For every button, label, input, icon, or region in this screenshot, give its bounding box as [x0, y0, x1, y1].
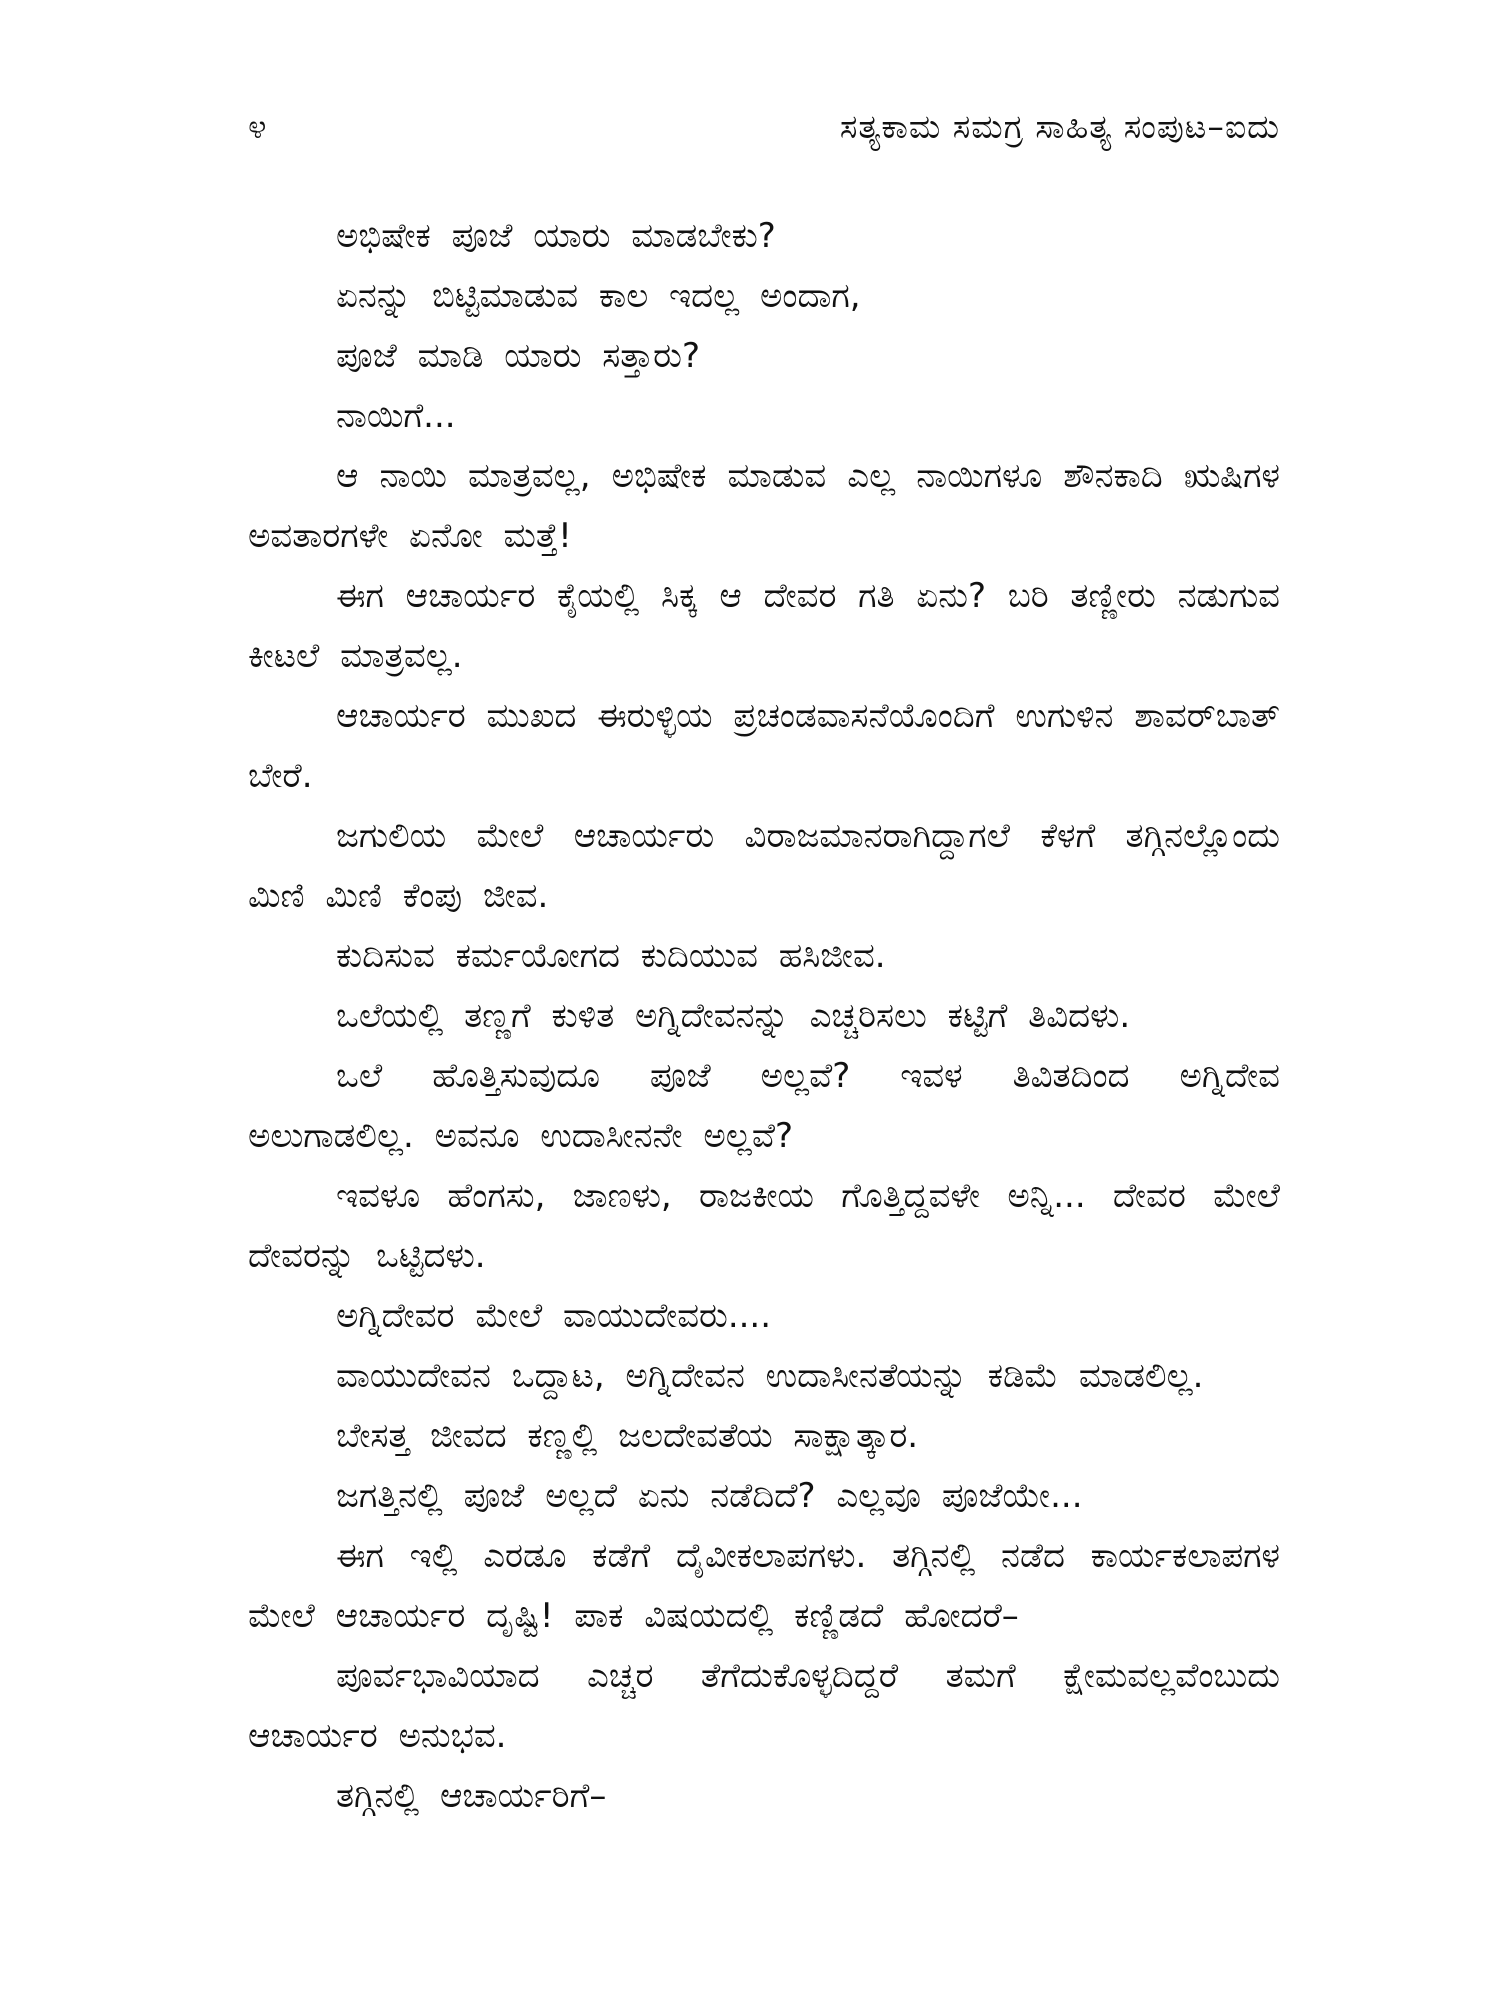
page-header [248, 102, 1280, 152]
paragraph: ತಗ್ಗಿನಲ್ಲಿ ಆಚಾರ್ಯರಿಗೆ– [336, 1776, 607, 1816]
paragraph: ಪೂಜೆ ಮಾಡಿ ಯಾರು ಸತ್ತಾರು? [336, 336, 701, 376]
paragraph: ಆಚಾರ್ಯರ ಮುಖದ ಈರುಳ್ಳಿಯ ಪ್ರಚಂಡವಾಸನೆಯೊಂದಿಗೆ ಉಗುಳಿನ ಶಾವರ್‌ಬಾತ್ ಬೇರೆ. [248, 696, 1280, 796]
paragraph: ಕುದಿಸುವ ಕರ್ಮಯೋಗದ ಕುದಿಯುವ ಹಸಿಜೀವ. [336, 936, 886, 976]
paragraph: ಪೂರ್ವಭಾವಿಯಾದ ಎಚ್ಚರ ತೆಗೆದುಕೊಳ್ಳದಿದ್ದರೆ ತಮಗೆ ಕ್ಷೇಮವಲ್ಲವೆಂಬುದು ಆಚಾರ್ಯರ ಅನುಭವ. [248, 1656, 1280, 1756]
paragraph: ಬೇಸತ್ತ ಜೀವದ ಕಣ್ಣಲ್ಲಿ ಜಲದೇವತೆಯ ಸಾಕ್ಷಾತ್ಕಾರ. [336, 1416, 919, 1456]
paragraph: ನಾಯಿಗೆ... [336, 396, 456, 436]
paragraph: ವಾಯುದೇವನ ಒದ್ದಾಟ, ಅಗ್ನಿದೇವನ ಉದಾಸೀನತೆಯನ್ನು ಕಡಿಮೆ ಮಾಡಲಿಲ್ಲ. [336, 1356, 1204, 1396]
paragraph: ಒಲೆಯಲ್ಲಿ ತಣ್ಣಗೆ ಕುಳಿತ ಅಗ್ನಿದೇವನನ್ನು ಎಚ್ಚರಿಸಲು ಕಟ್ಟಿಗೆ ತಿವಿದಳು. [336, 996, 1131, 1036]
paragraph: ಆ ನಾಯಿ ಮಾತ್ರವಲ್ಲ, ಅಭಿಷೇಕ ಮಾಡುವ ಎಲ್ಲ ನಾಯಿಗಳೂ ಶೌನಕಾದಿ ಋಷಿಗಳ ಅವತಾರಗಳೇ ಏನೋ ಮತ್ತೆ! [248, 456, 1280, 556]
paragraph: ಇವಳೂ ಹೆಂಗಸು, ಜಾಣಳು, ರಾಜಕೀಯ ಗೊತ್ತಿದ್ದವಳೇ ಅನ್ನಿ... ದೇವರ ಮೇಲೆ ದೇವರನ್ನು ಒಟ್ಟಿದಳು. [248, 1176, 1280, 1276]
page-number: ೪ [248, 107, 267, 146]
body-text [248, 206, 1280, 1826]
paragraph: ಈಗ ಆಚಾರ್ಯರ ಕೈಯಲ್ಲಿ ಸಿಕ್ಕ ಆ ದೇವರ ಗತಿ ಏನು? ಬರಿ ತಣ್ಣೀರು ನಡುಗುವ ಕೀಟಲೆ ಮಾತ್ರವಲ್ಲ. [248, 576, 1280, 676]
paragraph: ಜಗತ್ತಿನಲ್ಲಿ ಪೂಜೆ ಅಲ್ಲದೆ ಏನು ನಡೆದಿದೆ? ಎಲ್ಲವೂ ಪೂಜೆಯೇ... [336, 1476, 1083, 1516]
paragraph: ಈಗ ಇಲ್ಲಿ ಎರಡೂ ಕಡೆಗೆ ದೈವೀಕಲಾಪಗಳು. ತಗ್ಗಿನಲ್ಲಿ ನಡೆದ ಕಾರ್ಯಕಲಾಪಗಳ ಮೇಲೆ ಆಚಾರ್ಯರ ದೃಷ್ಟಿ! ಪಾಕ ವಿಷಯದಲ್ಲಿ ಕಣ್ಣಿಡದೆ ಹೋದರೆ– [248, 1536, 1280, 1636]
paragraph: ಏನನ್ನು ಬಿಟ್ಟಿಮಾಡುವ ಕಾಲ ಇದಲ್ಲ ಅಂದಾಗ, [336, 276, 861, 316]
paragraph: ಜಗುಲಿಯ ಮೇಲೆ ಆಚಾರ್ಯರು ವಿರಾಜಮಾನರಾಗಿದ್ದಾಗಲೆ ಕೆಳಗೆ ತಗ್ಗಿನಲ್ಲೊಂದು ಮಿಣಿ ಮಿಣಿ ಕೆಂಪು ಜೀವ. [248, 816, 1280, 916]
paragraph: ಅಗ್ನಿದೇವರ ಮೇಲೆ ವಾಯುದೇವರು.... [336, 1296, 772, 1336]
paragraph: ಒಲೆ ಹೊತ್ತಿಸುವುದೂ ಪೂಜೆ ಅಲ್ಲವೆ? ಇವಳ ತಿವಿತದಿಂದ ಅಗ್ನಿದೇವ ಅಲುಗಾಡಲಿಲ್ಲ. ಅವನೂ ಉದಾಸೀನನೇ ಅಲ್ಲವೆ? [248, 1056, 1280, 1156]
running-title: ಸತ್ಯಕಾಮ ಸಮಗ್ರ ಸಾಹಿತ್ಯ ಸಂಪುಟ–ಐದು [839, 107, 1280, 146]
paragraph: ಅಭಿಷೇಕ ಪೂಜೆ ಯಾರು ಮಾಡಬೇಕು? [336, 216, 776, 256]
